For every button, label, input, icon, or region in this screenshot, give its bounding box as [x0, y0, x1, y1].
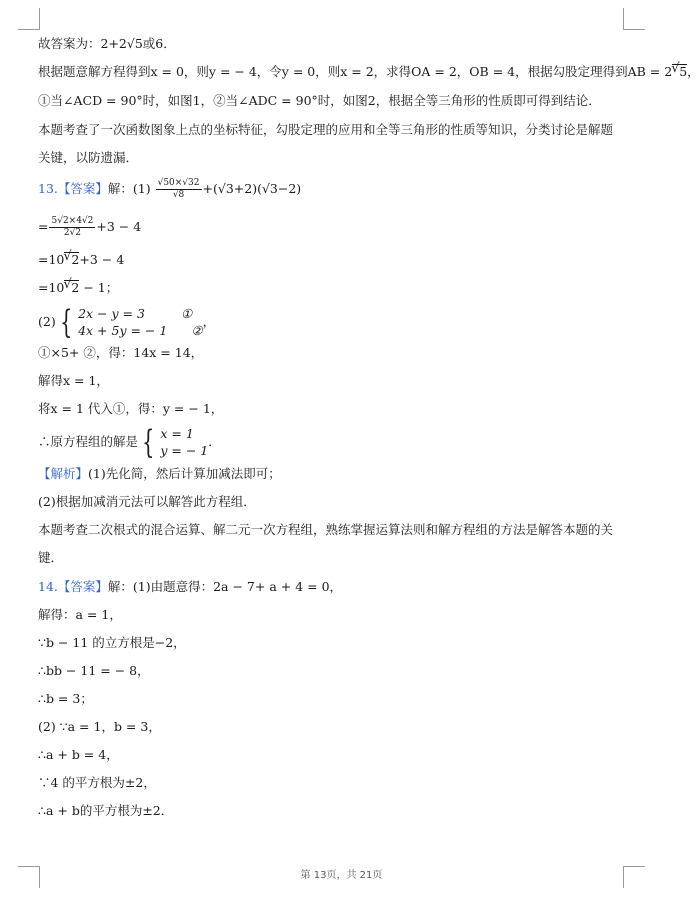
- q14-step-1: 解得：a = 1，: [38, 607, 122, 622]
- crop-mark-top-right-h: [623, 29, 645, 30]
- summary-line-2: 关键，以防遗漏．: [38, 150, 139, 165]
- analysis-line-4: 本题考查二次根式的混合运算、解二元一次方程组，熟练掌握运算法则和解方程组的方法是解答本题的关: [38, 522, 614, 537]
- q13-step-6: 将x = 1 代入①，得：y = − 1，: [38, 401, 224, 416]
- sqrt: √ 2: [64, 280, 79, 295]
- q14-step-4: ∴b = 3；: [38, 691, 93, 706]
- q14-answer-line: 14.【答案】解：(1)由题意得：2a − 7+ a + 4 = 0，: [38, 579, 343, 594]
- q13-step-4: ①×5+ ②，得：14x = 14，: [38, 345, 204, 360]
- system-row-1: 2x − y = 3 ①: [78, 306, 193, 321]
- q13-step-2: =10√ 2+3 − 4: [38, 251, 124, 269]
- fraction: $\frac{√50\times√32}{√8}$: [157, 178, 200, 200]
- solution-line: ∴原方程组的解是 { x = 1 y = − 1 ．: [38, 423, 221, 461]
- analysis-line-2: ①当∠ACD = 90°时，如图1，②当∠ADC = 90°时，如图2，根据全等三角形的性质即可得到结论．: [38, 93, 601, 108]
- q14-step-6: ∴a + b = 4，: [38, 747, 119, 762]
- q14-step-8: ∴a + b的平方根为±2．: [38, 803, 174, 818]
- summary-line-1: 本题考查了一次函数图象上点的坐标特征，勾股定理的应用和全等三角形的性质等知识，分类讨论是解题: [38, 122, 614, 137]
- crop-mark-top-left-h: [18, 29, 40, 30]
- answer-line: 故答案为：2+2√5或6．: [38, 36, 176, 51]
- q14-step-7: ∵4 的平方根为±2，: [38, 775, 156, 790]
- crop-mark-top-right-v: [623, 8, 624, 30]
- q14-step-3: ∴bb − 11 = − 8，: [38, 663, 150, 678]
- crop-mark-top-left-v: [39, 8, 40, 30]
- sqrt: √ 2: [64, 252, 79, 267]
- system-row-2: 4x + 5y = − 1 ②: [78, 323, 203, 338]
- sqrt: √ 5: [672, 64, 687, 79]
- q13-answer-line: 13.【答案】解：(1) $\frac{√50\times√32}{√8}$ +(√3+2)(√3−2): [38, 178, 302, 200]
- page-footer: 第 13页，共 21页: [300, 870, 383, 881]
- fraction: $\frac{5√2\times 4√2}{2√2}$: [51, 216, 94, 238]
- q14-label: 14.【答案】: [38, 579, 108, 594]
- q14-step-2: ∵b − 11 的立方根是−2，: [38, 635, 186, 650]
- analysis-label: 【解析】: [38, 466, 89, 481]
- analysis-line-3: (2)根据加减消元法可以解答此方程组．: [38, 494, 256, 509]
- analysis-line-5: 键．: [38, 550, 64, 565]
- analysis-line-1: 根据题意解方程得到x = 0，则y = − 4，令y = 0，则x = 2，求得OA = 2，OB = 4，根据勾股定理得到AB = 2√ 5，: [38, 63, 700, 81]
- q14-step-5: (2) ∵a = 1，b = 3，: [38, 719, 161, 734]
- q13-step-1: = $\frac{5√2\times 4√2}{2√2}$ +3 − 4: [38, 216, 142, 238]
- brace: {: [59, 303, 73, 341]
- q13-step-5: 解得x = 1，: [38, 373, 109, 388]
- q13-step-3: =10√ 2 − 1；: [38, 279, 118, 297]
- analysis-label-line: 【解析】(1)先化简，然后计算加减法即可；: [38, 466, 281, 481]
- q13-label: 13.【答案】: [38, 181, 108, 196]
- brace: {: [142, 423, 155, 461]
- equation-system: (2) { 2x − y = 3 ① 4x + 5y = − 1 ② ，: [38, 303, 216, 341]
